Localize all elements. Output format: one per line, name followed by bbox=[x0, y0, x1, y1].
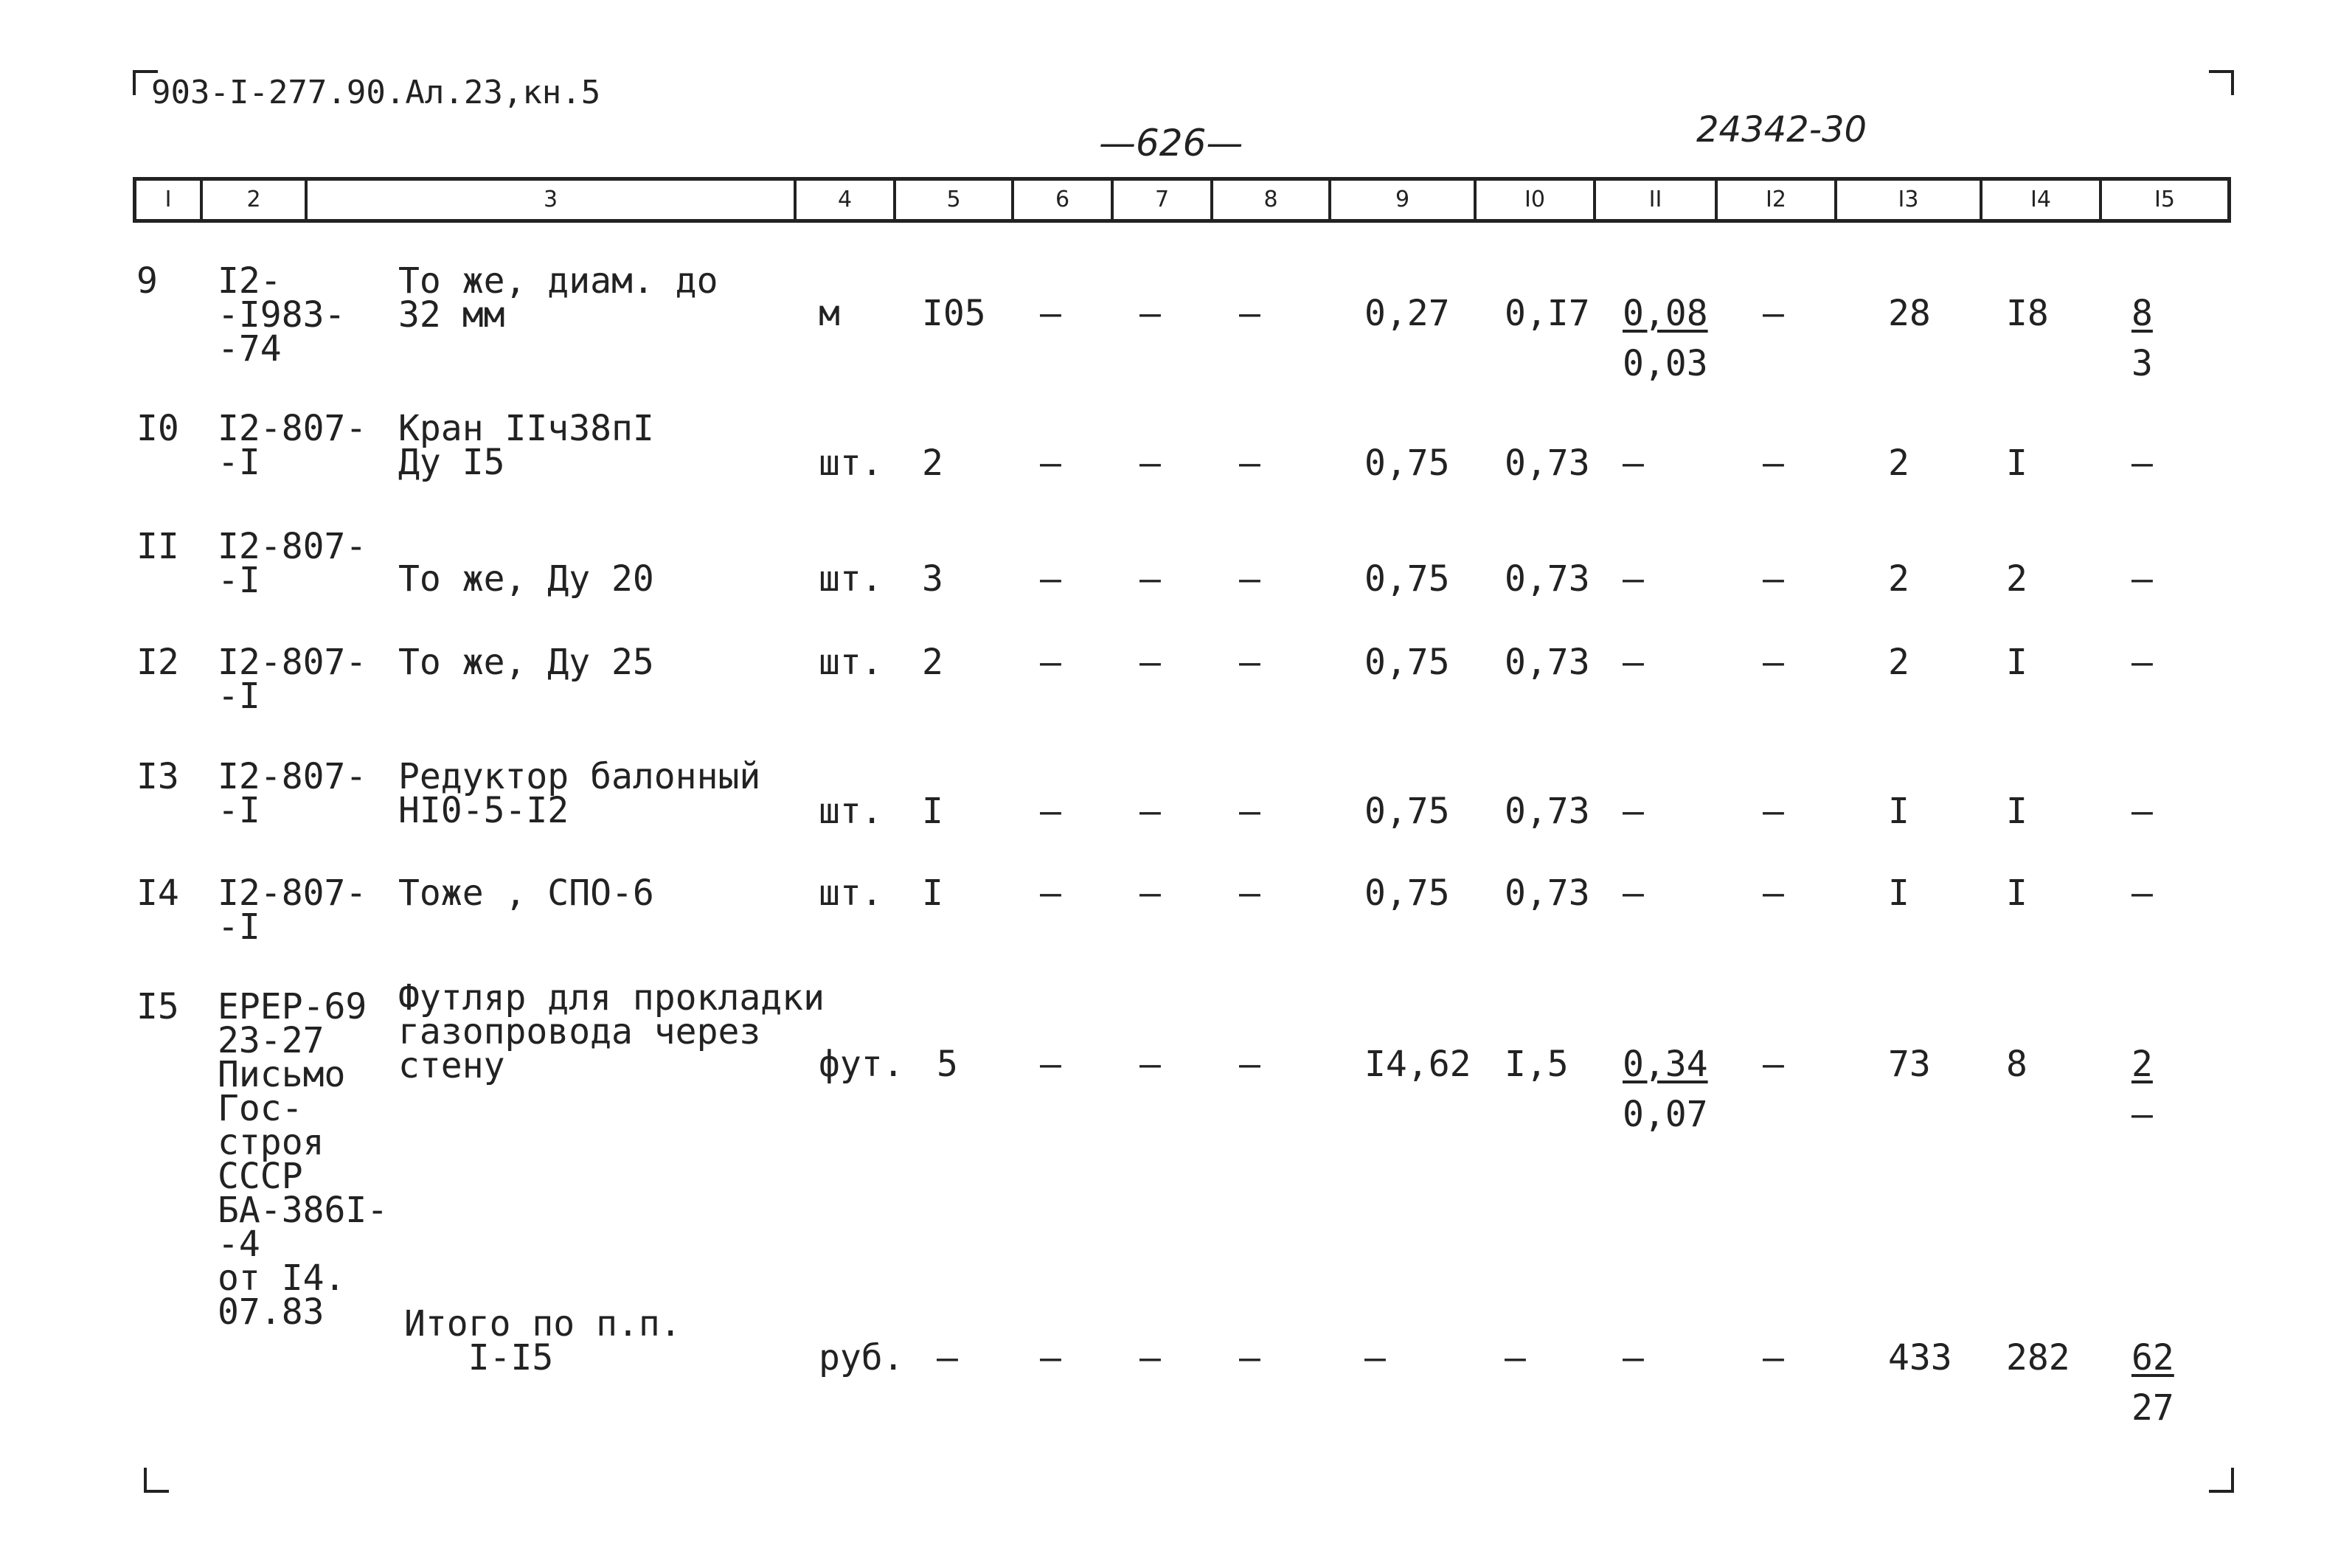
row-code: I2-807- -I bbox=[218, 408, 367, 483]
row-col-12: – bbox=[1763, 293, 1784, 334]
row-unit: шт. bbox=[819, 791, 883, 832]
row-col-5: I bbox=[922, 873, 943, 914]
row-col-15-sub: 3 bbox=[2131, 343, 2153, 384]
row-col-5: 5 bbox=[937, 1044, 958, 1085]
row-col-5: 2 bbox=[922, 642, 943, 683]
row-col-10: 0,73 bbox=[1505, 791, 1590, 832]
header-col-10: I0 bbox=[1474, 181, 1593, 219]
row-col-15: – bbox=[2131, 791, 2153, 832]
corner-mark-top-left bbox=[133, 70, 158, 95]
row-col-9: 0,75 bbox=[1364, 558, 1450, 600]
row-col-11: 0,34 bbox=[1623, 1044, 1708, 1085]
row-col-9: 0,75 bbox=[1364, 791, 1450, 832]
row-col-11: – bbox=[1623, 443, 1644, 484]
row-col-15: – bbox=[2131, 873, 2153, 914]
header-col-2: 2 bbox=[200, 181, 305, 219]
row-col-10: 0,I7 bbox=[1505, 293, 1590, 334]
row-col-6: – bbox=[1040, 791, 1061, 832]
row-name: То же, диам. до 32 мм bbox=[398, 260, 718, 336]
row-col-8: – bbox=[1239, 558, 1260, 600]
row-col-6: – bbox=[1040, 642, 1061, 683]
row-col-15: – bbox=[2131, 558, 2153, 600]
row-col-9: 0,75 bbox=[1364, 443, 1450, 484]
row-col-9: I4,62 bbox=[1364, 1044, 1471, 1085]
row-col-11: – bbox=[1623, 791, 1644, 832]
header-col-8: 8 bbox=[1210, 181, 1328, 219]
row-col-8: – bbox=[1239, 1044, 1260, 1085]
row-name: То же, Ду 25 bbox=[398, 642, 654, 683]
total-col-15: 62 bbox=[2131, 1337, 2174, 1378]
header-col-9: 9 bbox=[1328, 181, 1474, 219]
row-col-15-sub: – bbox=[2131, 1094, 2153, 1135]
total-col-12: – bbox=[1763, 1337, 1784, 1378]
row-col-13: 73 bbox=[1888, 1044, 1931, 1085]
row-col-8: – bbox=[1239, 293, 1260, 334]
row-col-10: I,5 bbox=[1505, 1044, 1569, 1085]
row-col-13: 2 bbox=[1888, 558, 1909, 600]
row-col-14: I bbox=[2006, 443, 2027, 484]
row-col-9: 0,27 bbox=[1364, 293, 1450, 334]
row-col-11: 0,08 bbox=[1623, 293, 1708, 334]
row-col-12: – bbox=[1763, 873, 1784, 914]
row-col-15: 8 bbox=[2131, 293, 2153, 334]
row-col-8: – bbox=[1239, 873, 1260, 914]
document-code: 903-I-277.90.Ал.23,кн.5 bbox=[151, 74, 601, 111]
row-col-11: – bbox=[1623, 873, 1644, 914]
row-col-7: – bbox=[1139, 791, 1161, 832]
row-col-13: I bbox=[1888, 873, 1909, 914]
row-number: I5 bbox=[136, 986, 179, 1027]
row-col-13: I bbox=[1888, 791, 1909, 832]
row-col-8: – bbox=[1239, 642, 1260, 683]
row-col-12: – bbox=[1763, 791, 1784, 832]
row-col-9: 0,75 bbox=[1364, 873, 1450, 914]
row-number: I0 bbox=[136, 408, 179, 449]
row-code: ЕРЕР-69 23-27 Письмо Гос- строя СССР БА-386I- -4 от I4. 07.83 bbox=[218, 986, 389, 1333]
total-col-5: – bbox=[937, 1337, 958, 1378]
row-col-10: 0,73 bbox=[1505, 443, 1590, 484]
corner-mark-bottom-right bbox=[2209, 1468, 2234, 1493]
total-label: Итого по п.п. I-I5 bbox=[404, 1303, 681, 1378]
row-col-11-sub: 0,07 bbox=[1623, 1094, 1708, 1135]
row-col-15: – bbox=[2131, 642, 2153, 683]
row-number: I3 bbox=[136, 756, 179, 797]
total-col-14: 282 bbox=[2006, 1337, 2070, 1378]
row-col-8: – bbox=[1239, 443, 1260, 484]
row-col-14: I8 bbox=[2006, 293, 2049, 334]
corner-mark-top-right bbox=[2209, 70, 2234, 95]
total-col-15-sub: 27 bbox=[2131, 1387, 2174, 1429]
row-col-13: 2 bbox=[1888, 443, 1909, 484]
row-name: Редуктор балонный НI0-5-I2 bbox=[398, 756, 761, 831]
header-col-15: I5 bbox=[2099, 181, 2227, 219]
row-unit: шт. bbox=[819, 558, 883, 600]
row-col-7: – bbox=[1139, 873, 1161, 914]
total-col-7: – bbox=[1139, 1337, 1161, 1378]
row-col-7: – bbox=[1139, 1044, 1161, 1085]
row-col-5: I05 bbox=[922, 293, 986, 334]
row-col-6: – bbox=[1040, 873, 1061, 914]
row-name: Кран IIч38пI Ду I5 bbox=[398, 408, 654, 483]
header-col-14: I4 bbox=[1980, 181, 2099, 219]
row-code: I2-807- -I bbox=[218, 873, 367, 948]
total-col-6: – bbox=[1040, 1337, 1061, 1378]
row-col-14: 2 bbox=[2006, 558, 2027, 600]
corner-mark-bottom-left bbox=[144, 1468, 169, 1493]
row-name: То же, Ду 20 bbox=[398, 558, 654, 600]
row-col-15: 2 bbox=[2131, 1044, 2153, 1085]
row-col-6: – bbox=[1040, 1044, 1061, 1085]
row-col-5: 2 bbox=[922, 443, 943, 484]
header-col-6: 6 bbox=[1011, 181, 1111, 219]
row-col-12: – bbox=[1763, 558, 1784, 600]
page-number: —626— bbox=[1099, 122, 1243, 164]
row-unit: шт. bbox=[819, 642, 883, 683]
total-unit: руб. bbox=[819, 1337, 904, 1378]
row-col-14: 8 bbox=[2006, 1044, 2027, 1085]
row-unit: м bbox=[819, 293, 840, 334]
row-col-7: – bbox=[1139, 642, 1161, 683]
row-col-6: – bbox=[1040, 558, 1061, 600]
header-col-1: I bbox=[164, 187, 172, 212]
row-code: I2-807- -I bbox=[218, 526, 367, 601]
row-col-14: I bbox=[2006, 873, 2027, 914]
header-col-12: I2 bbox=[1715, 181, 1834, 219]
row-col-15: – bbox=[2131, 443, 2153, 484]
row-col-13: 2 bbox=[1888, 642, 1909, 683]
row-col-12: – bbox=[1763, 443, 1784, 484]
total-col-13: 433 bbox=[1888, 1337, 1952, 1378]
row-col-11: – bbox=[1623, 642, 1644, 683]
row-number: I4 bbox=[136, 873, 179, 914]
row-number: II bbox=[136, 526, 179, 567]
row-col-6: – bbox=[1040, 443, 1061, 484]
header-col-11: II bbox=[1593, 181, 1715, 219]
total-col-8: – bbox=[1239, 1337, 1260, 1378]
row-col-14: I bbox=[2006, 791, 2027, 832]
row-col-7: – bbox=[1139, 558, 1161, 600]
row-name: Тоже , СПО-6 bbox=[398, 873, 654, 914]
row-col-12: – bbox=[1763, 1044, 1784, 1085]
total-col-10: – bbox=[1505, 1337, 1526, 1378]
row-unit: фут. bbox=[819, 1044, 904, 1085]
row-col-11-sub: 0,03 bbox=[1623, 343, 1708, 384]
row-unit: шт. bbox=[819, 443, 883, 484]
row-col-8: – bbox=[1239, 791, 1260, 832]
row-col-7: – bbox=[1139, 443, 1161, 484]
total-col-9: – bbox=[1364, 1337, 1386, 1378]
row-col-12: – bbox=[1763, 642, 1784, 683]
row-name: Футляр для прокладки газопровода через стену bbox=[398, 977, 825, 1086]
row-col-7: – bbox=[1139, 293, 1161, 334]
row-col-13: 28 bbox=[1888, 293, 1931, 334]
row-col-10: 0,73 bbox=[1505, 873, 1590, 914]
table-header bbox=[133, 177, 2231, 223]
header-col-13: I3 bbox=[1834, 181, 1980, 219]
row-number: I2 bbox=[136, 642, 179, 683]
row-col-11: – bbox=[1623, 558, 1644, 600]
row-number: 9 bbox=[136, 260, 158, 302]
row-col-9: 0,75 bbox=[1364, 642, 1450, 683]
row-col-5: 3 bbox=[922, 558, 943, 600]
header-col-7: 7 bbox=[1111, 181, 1210, 219]
row-code: I2- -I983- -74 bbox=[218, 260, 346, 370]
row-col-10: 0,73 bbox=[1505, 642, 1590, 683]
total-col-11: – bbox=[1623, 1337, 1644, 1378]
row-col-14: I bbox=[2006, 642, 2027, 683]
header-col-4: 4 bbox=[794, 181, 893, 219]
row-code: I2-807- -I bbox=[218, 756, 367, 831]
row-col-10: 0,73 bbox=[1505, 558, 1590, 600]
header-col-5: 5 bbox=[893, 181, 1011, 219]
header-col-3: 3 bbox=[305, 181, 794, 219]
archive-number: 24342-30 bbox=[1696, 109, 1867, 150]
row-col-6: – bbox=[1040, 293, 1061, 334]
row-col-5: I bbox=[922, 791, 943, 832]
row-code: I2-807- -I bbox=[218, 642, 367, 717]
row-unit: шт. bbox=[819, 873, 883, 914]
